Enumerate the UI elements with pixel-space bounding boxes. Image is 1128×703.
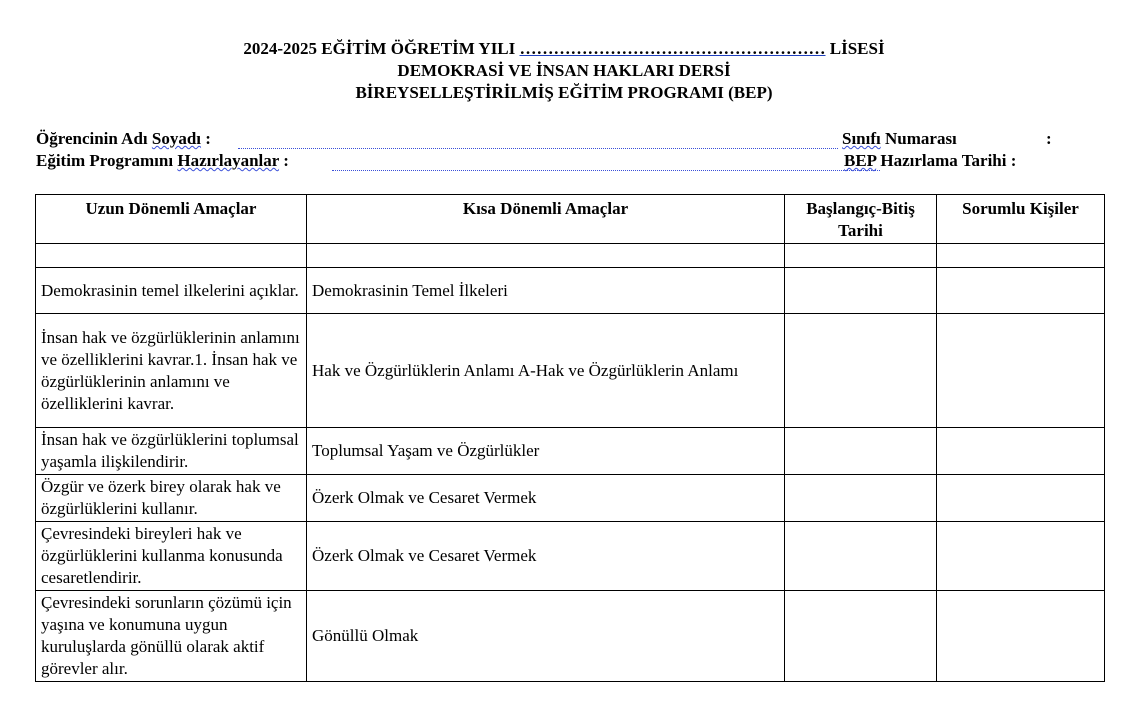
class-number-label [842, 128, 957, 150]
responsible-cell[interactable] [937, 522, 1105, 591]
short-term-goal-cell: Gönüllü Olmak [307, 591, 785, 682]
header-short-term: Kısa Dönemli Amaçlar [307, 195, 785, 244]
short-term-goal-cell: Özerk Olmak ve Cesaret Vermek [307, 475, 785, 522]
empty-cell[interactable] [36, 244, 307, 268]
number-label-text: Numarası [880, 129, 957, 148]
start-end-date-cell[interactable] [785, 428, 937, 475]
short-term-goal-cell: Toplumsal Yaşam ve Özgürlükler [307, 428, 785, 475]
responsible-cell[interactable] [937, 475, 1105, 522]
header-start-end-line1: Başlangıç-Bitiş [806, 199, 915, 218]
bep-date-label-text: Hazırlama Tarihi : [876, 151, 1017, 170]
header-year-text: 2024-2025 EĞİTİM ÖĞRETİM YILI [243, 39, 520, 58]
start-end-date-cell[interactable] [785, 522, 937, 591]
bep-date-label [844, 150, 1016, 172]
long-term-goal-cell: İnsan hak ve özgürlüklerinin anlamını ve özelliklerini kavrar.1. İnsan hak ve özgürlüklerinin anlamını ve özelliklerini kavrar. [36, 314, 307, 428]
school-name-blank: ……………………………………………… [519, 39, 826, 58]
table-row [36, 428, 1105, 475]
bep-abbrev-text: BEP [844, 151, 877, 170]
responsible-cell[interactable] [937, 314, 1105, 428]
empty-cell[interactable] [307, 244, 785, 268]
student-name-label-text: Öğrencinin Adı [36, 129, 152, 148]
preparers-colon: : [279, 151, 289, 170]
responsible-cell[interactable] [937, 591, 1105, 682]
start-end-date-cell[interactable] [785, 475, 937, 522]
class-label-text: Sınıfı [842, 129, 881, 148]
surname-label-text: Soyadı [151, 129, 202, 148]
table-row [36, 475, 1105, 522]
responsible-cell[interactable] [937, 268, 1105, 314]
document-header [0, 38, 1128, 104]
empty-cell[interactable] [785, 244, 937, 268]
long-term-goal-cell: Özgür ve özerk birey olarak hak ve özgürlüklerini kullanır. [36, 475, 307, 522]
responsible-cell[interactable] [937, 428, 1105, 475]
header-line-school [0, 38, 1128, 60]
student-name-colon: : [201, 129, 211, 148]
empty-cell[interactable] [937, 244, 1105, 268]
header-responsible: Sorumlu Kişiler [937, 195, 1105, 244]
start-end-date-cell[interactable] [785, 268, 937, 314]
preparers-field[interactable] [332, 150, 880, 171]
preparers-label-text: Eğitim Programını [36, 151, 178, 170]
student-name-field[interactable] [238, 128, 838, 149]
table-row [36, 522, 1105, 591]
long-term-goal-cell: Çevresindeki bireyleri hak ve özgürlüklerini kullanma konusunda cesaretlendirir. [36, 522, 307, 591]
student-name-label [36, 128, 211, 150]
preparers-label-underlined: Hazırlayanlar [177, 151, 280, 170]
start-end-date-cell[interactable] [785, 314, 937, 428]
header-long-term: Uzun Dönemli Amaçlar [36, 195, 307, 244]
long-term-goal-cell: Demokrasinin temel ilkelerini açıklar. [36, 268, 307, 314]
header-line-program: BİREYSELLEŞTİRİLMİŞ EĞİTİM PROGRAMI (BEP) [355, 83, 773, 102]
bep-table [35, 194, 1105, 682]
table-row [36, 268, 1105, 314]
long-term-goal-cell: İnsan hak ve özgürlüklerini toplumsal yaşamla ilişkilendirir. [36, 428, 307, 475]
long-term-goal-cell: Çevresindeki sorunların çözümü için yaşına ve konumuna uygun kuruluşlarda gönüllü olarak aktif görevler alır. [36, 591, 307, 682]
start-end-date-cell[interactable] [785, 591, 937, 682]
table-row [36, 314, 1105, 428]
header-start-end-date [785, 195, 937, 244]
short-term-goal-cell: Demokrasinin Temel İlkeleri [307, 268, 785, 314]
header-start-end-line2: Tarihi [838, 221, 883, 240]
header-school-suffix: LİSESİ [825, 39, 885, 58]
short-term-goal-cell: Hak ve Özgürlüklerin Anlamı A-Hak ve Özgürlüklerin Anlamı [307, 314, 785, 428]
table-row [36, 591, 1105, 682]
table-header-row [36, 195, 1105, 244]
table-row-empty [36, 244, 1105, 268]
short-term-goal-cell: Özerk Olmak ve Cesaret Vermek [307, 522, 785, 591]
header-line-course: DEMOKRASİ VE İNSAN HAKLARI DERSİ [397, 61, 731, 80]
preparers-label [36, 150, 289, 172]
class-number-colon: : [1046, 129, 1052, 148]
